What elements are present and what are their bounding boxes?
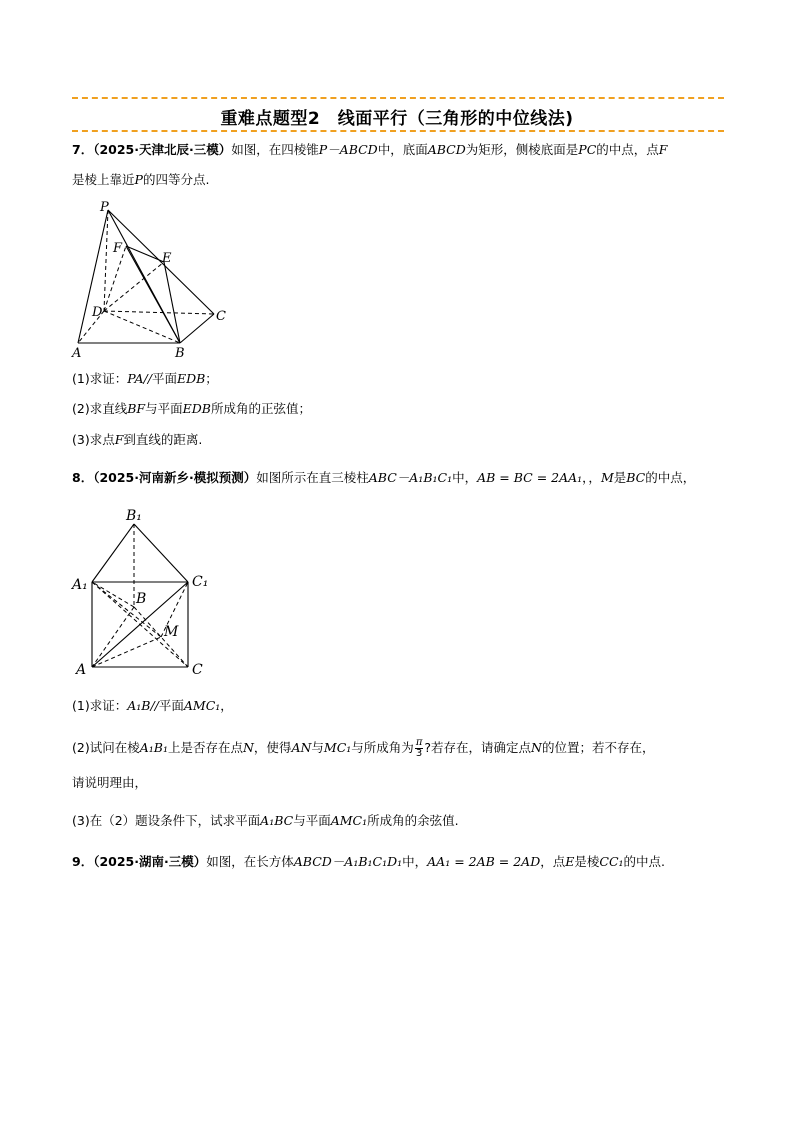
q8-line1: [72, 465, 732, 491]
q7-text: 所成角的正弦值；: [210, 401, 311, 416]
q8-point-n: N: [531, 740, 542, 755]
q8-text: 与平面: [293, 813, 331, 828]
q9-number: 9．: [72, 854, 94, 869]
q8-prism: ABC－A₁B₁C₁: [368, 470, 453, 485]
q9-solid: ABCD－A₁B₁C₁D₁: [293, 854, 403, 869]
q8-text: 与: [311, 740, 324, 755]
q8-text: 所成角的余弦值.: [367, 813, 459, 828]
q8-part2-edge: A₁B₁: [139, 740, 168, 755]
q7-part1-label: (1)求证：: [72, 371, 128, 386]
q8-text: ，，: [582, 470, 601, 485]
q7-label-b: B: [175, 346, 185, 361]
q7-point-f: F: [658, 142, 668, 157]
q8-point-m: M: [600, 470, 614, 485]
q7-figure: [70, 198, 240, 363]
q8-part1-label: (1)求证：: [72, 698, 128, 713]
q8-angle-fraction: [415, 738, 424, 759]
q8-text: 上是否存在点: [167, 740, 243, 755]
q8-text: 请说明理由，: [72, 775, 148, 790]
q7-pyramid: P－ABCD: [318, 142, 378, 157]
q9-source: （2025·湖南·三模）: [93, 854, 207, 869]
q8-part3-plane1: A₁BC: [260, 813, 294, 828]
q8-label-c: C: [192, 662, 203, 678]
q7-label-f: F: [113, 241, 123, 256]
q7-base: ABCD: [427, 142, 466, 157]
q7-label-p: P: [100, 200, 109, 215]
q7-text: 到直线的距离.: [123, 432, 203, 447]
q7-text: 如图，在四棱锥: [231, 142, 319, 157]
q8-label-b1: B₁: [126, 508, 142, 524]
q7-line2: [72, 167, 732, 193]
q8-point-n: N: [242, 740, 254, 755]
q7-text: 是棱上靠近: [72, 172, 135, 187]
q8-edge: BC: [626, 470, 646, 485]
q9-text: 是棱: [574, 854, 600, 869]
q7-label-d: D: [92, 305, 103, 320]
q8-frac-bottom: 3: [415, 748, 423, 759]
q7-text: 与平面: [145, 401, 183, 416]
q8-label-a1: A₁: [72, 577, 88, 593]
q7-text: ；: [205, 371, 218, 386]
q9-text: 如图，在长方体: [206, 854, 294, 869]
q9-line1: [72, 849, 732, 875]
q8-figure: [70, 502, 220, 682]
q7-label-e: E: [162, 251, 172, 266]
q9-edge: CC₁: [599, 854, 624, 869]
q7-part3-point: F: [114, 432, 124, 447]
q8-text: 平面: [158, 698, 184, 713]
q7-text: 中，底面: [377, 142, 428, 157]
header-rule-bottom: [72, 130, 724, 132]
q7-part3-label: (3)求点: [72, 432, 115, 447]
q8-part2-line2: [72, 770, 732, 796]
q8-label-c1: C₁: [192, 574, 209, 590]
q8-text: 与所成角为: [351, 740, 414, 755]
q7-part2-label: (2)求直线: [72, 401, 128, 416]
q8-part3-plane2: AMC₁: [330, 813, 368, 828]
q8-source: （2025·河南新乡·模拟预测）: [93, 470, 257, 485]
q7-edge: PC: [578, 142, 597, 157]
q8-text: ，: [220, 698, 233, 713]
q7-label-c: C: [216, 309, 226, 324]
q8-text: ?若存在，请确定点: [424, 740, 532, 755]
q8-line-an: AN: [291, 740, 312, 755]
q8-part3: [72, 808, 732, 834]
q7-part2-plane: EDB: [182, 401, 211, 416]
q8-part2-label: (2)试问在棱: [72, 740, 140, 755]
q7-part2-line: BF: [127, 401, 146, 416]
q8-number: 8．: [72, 470, 94, 485]
q9-condition: AA₁ = 2AB = 2AD: [427, 854, 541, 869]
q7-line1: [72, 137, 732, 163]
q8-text: 的位置；若不存在，: [541, 740, 655, 755]
q7-part1-math: PA//: [127, 371, 152, 386]
q7-part1: [72, 366, 732, 392]
q8-part3-label: (3)在（2）题设条件下，试求平面: [72, 813, 261, 828]
q9-text: ，点: [540, 854, 566, 869]
q8-text: ，使得: [253, 740, 292, 755]
q8-part1-math: A₁B//: [127, 698, 159, 713]
q8-label-m: M: [164, 624, 179, 640]
q8-frac-top: π: [415, 737, 423, 748]
q8-label-a: A: [76, 662, 87, 678]
q7-text: 的四等分点.: [142, 172, 210, 187]
q7-part3: [72, 427, 732, 453]
q8-text: 是: [613, 470, 627, 485]
q7-number: 7．: [72, 142, 94, 157]
q8-text: 中，: [452, 470, 478, 485]
q7-text: 平面: [151, 371, 177, 386]
q7-part2: [72, 396, 732, 422]
q8-line-mc1: MC₁: [323, 740, 352, 755]
q8-part1: [72, 693, 732, 719]
q7-text: 的中点，点: [596, 142, 659, 157]
q8-part2: [72, 735, 732, 761]
page-title: 重难点题型2 线面平行（三角形的中位线法): [220, 109, 574, 129]
q8-condition: AB = BC = 2AA₁: [477, 470, 583, 485]
q9-text: 中，: [402, 854, 428, 869]
q7-part1-plane: EDB: [176, 371, 206, 386]
q8-part1-plane: AMC₁: [183, 698, 221, 713]
q7-point-p: P: [134, 172, 143, 187]
q8-label-b: B: [136, 591, 147, 607]
q7-source: （2025·天津北辰·三模）: [93, 142, 232, 157]
q7-text: 为矩形，侧棱底面是: [465, 142, 579, 157]
q7-label-a: A: [72, 346, 82, 361]
q9-point-e: E: [565, 854, 575, 869]
q8-text: 如图所示在直三棱柱: [256, 470, 369, 485]
header-rule-top: [72, 97, 724, 99]
q9-text: 的中点.: [623, 854, 666, 869]
q8-text: 的中点，: [645, 470, 696, 485]
